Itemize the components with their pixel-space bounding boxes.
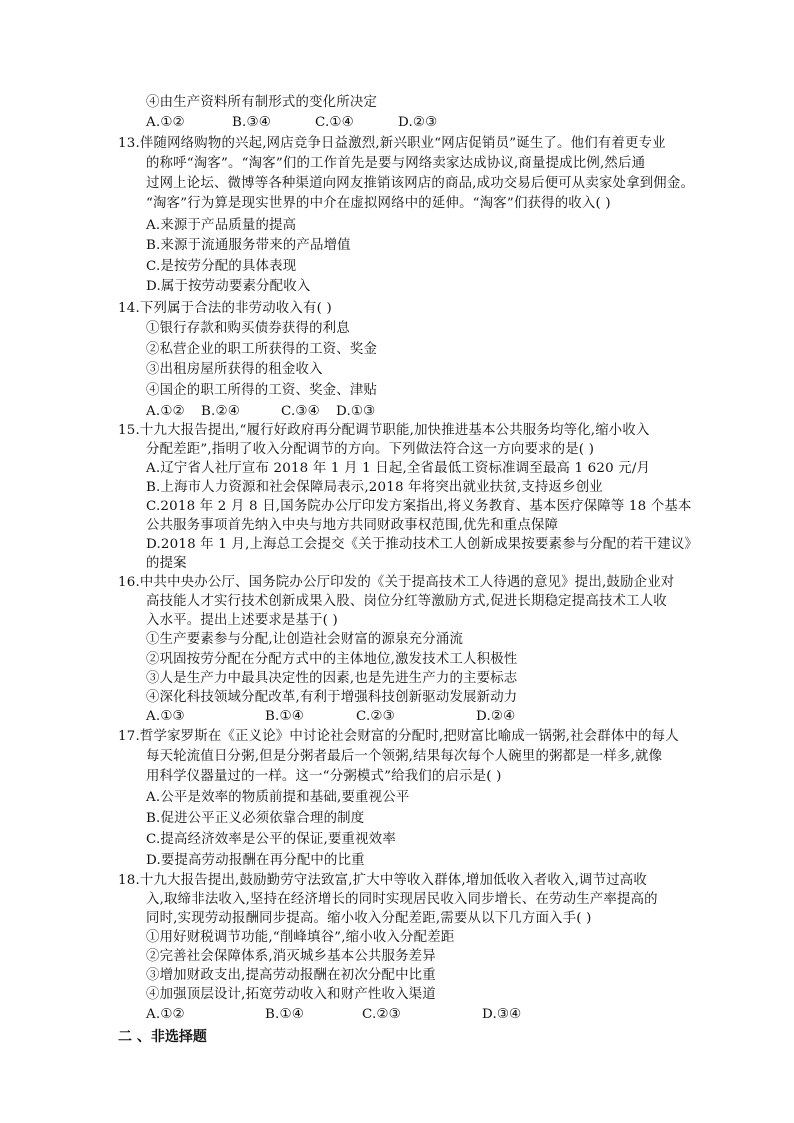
q18-stem-line-2: 入,取缔非法收入,坚持在经济增长的同时实现居民收入同步增长、在劳动生产率提高的 [146,892,658,907]
q13-stem-line-1: 13.伴随网络购物的兴起,网店竞争日益激烈,新兴职业“网店促销员”诞生了。他们有着更专业 [118,136,666,151]
q15-option-a: A.辽宁省人社厅宣布 2018 年 1 月 1 日起,全省最低工资标准调至最高 1 620 元/月 [146,461,651,476]
q13-option-d: D.属于按劳动要素分配收入 [146,279,311,294]
q12-option-b: B.③④ [232,115,271,130]
q18-option-a: A.①② [146,1007,185,1022]
q15-stem-line-1: 15.十九大报告提出,“履行好政府再分配调节职能,加快推进基本公共服务均等化,缩小收入 [118,423,650,438]
q14-option-d: D.①③ [336,404,376,419]
q14-item-3: ③出租房屋所获得的租金收入 [146,362,323,377]
q18-stem-line-3: 同时,实现劳动报酬同步提高。缩小收入分配差距,需要从以下几方面入手( ) [146,911,592,926]
q15-stem-line-2: 分配差距”,指明了收入分配调节的方向。下列做法符合这一方向要求的是( ) [146,442,595,457]
q16-item-1: ①生产要素参与分配,让创造社会财富的源泉充分涌流 [146,632,464,647]
q14-item-1: ①银行存款和购买债券获得的利息 [146,321,350,336]
q13-option-a: A.来源于产品质量的提高 [146,218,297,233]
q15-option-d-line-2: 的提案 [146,556,187,571]
q18-item-2: ②完善社会保障体系,消灭城乡基本公共服务差异 [146,949,436,964]
q18-item-1: ①用好财税调节功能,“削峰填谷”,缩小收入分配差距 [146,930,455,945]
q12-option-a: A.①② [146,115,185,130]
q17-stem-line-3: 用科学仪器量过的一样。这一“分粥模式”给我们的启示是( ) [146,769,502,784]
q18-item-3: ③增加财政支出,提高劳动报酬在初次分配中比重 [146,968,436,983]
q15-option-c-line-1: C.2018 年 2 月 8 日,国务院办公厅印发方案指出,将义务教育、基本医疗保障等 18 个基本 [146,499,692,514]
q16-item-3: ③人是生产力中最具决定性的因素,也是先进生产力的主要标志 [146,671,518,686]
q13-stem-line-2: 的称呼“淘客”。“淘客”们的工作首先是要与网络卖家达成协议,商量提成比例,然后通 [146,156,646,171]
q14-option-c: C.③④ [281,404,320,419]
q18-item-4: ④加强顶层设计,拓宽劳动收入和财产性收入渠道 [146,987,436,1002]
q16-option-d: D.②④ [476,709,516,724]
q12-item-4: ④由生产资料所有制形式的变化所决定 [146,95,378,110]
q18-stem-line-1: 18.十九大报告提出,鼓励勤劳守法致富,扩大中等收入群体,增加低收入者收入,调节过高收 [118,873,647,888]
q13-option-c: C.是按劳分配的具体表现 [146,259,297,274]
q16-option-c: C.②③ [356,709,395,724]
q16-stem-line-2: 高技能人才实行技术创新成果入股、岗位分红等激励方式,促进长期稳定提高技术工人收 [146,594,667,609]
section-heading-non-choice: 二 、非选择题 [118,1029,207,1045]
q16-option-b: B.①④ [265,709,304,724]
q16-option-a: A.①③ [146,709,185,724]
q12-option-d: D.②③ [398,115,438,130]
q18-option-d: D.③④ [482,1007,522,1022]
q17-option-c: C.提高经济效率是公平的保证,要重视效率 [146,832,396,847]
q15-option-b: B.上海市人力资源和社会保障局表示,2018 年将突出就业扶贫,支持返乡创业 [146,480,603,495]
q14-item-4: ④国企的职工所得的工资、奖金、津贴 [146,383,378,398]
q14-stem: 14.下列属于合法的非劳动收入有( ) [118,301,332,316]
q13-stem-line-3: 过网上论坛、微博等各种渠道向网友推销该网店的商品,成功交易后便可从卖家处拿到佣金。 [146,176,695,191]
q12-option-c: C.①④ [315,115,354,130]
q18-option-b: B.①④ [265,1007,304,1022]
q18-option-c: C.②③ [362,1007,401,1022]
q17-option-a: A.公平是效率的物质前提和基础,要重视公平 [146,790,410,805]
q16-item-2: ②巩固按劳分配在分配方式中的主体地位,激发技术工人积极性 [146,652,518,667]
q13-stem-line-4: “淘客”行为算是现实世界的中介在虚拟网络中的延伸。“淘客”们获得的收入( ) [146,196,611,211]
q16-item-4: ④深化科技领域分配改革,有利于增强科技创新驱动发展新动力 [146,690,518,705]
q17-stem-line-2: 每天轮流值日分粥,但是分粥者最后一个领粥,结果每次每个人碗里的粥都是一样多,就像 [146,749,663,764]
q16-stem-line-3: 入水平。提出上述要求是基于( ) [146,613,338,628]
q14-option-a: A.①② [146,404,185,419]
q17-option-b: B.促进公平正义必须依靠合理的制度 [146,811,365,826]
q16-stem-line-1: 16.中共中央办公厅、国务院办公厅印发的《关于提高技术工人待遇的意见》提出,鼓励企业对 [118,575,675,590]
q14-item-2: ②私营企业的职工所获得的工资、奖金 [146,342,378,357]
q17-stem-line-1: 17.哲学家罗斯在《正义论》中讨论社会财富的分配时,把财富比喻成一锅粥,社会群体中的每人 [118,729,679,744]
q17-option-d: D.要提高劳动报酬在再分配中的比重 [146,853,365,868]
q13-option-b: B.来源于流通服务带来的产品增值 [146,238,351,253]
q15-option-d-line-1: D.2018 年 1 月,上海总工会提交《关于推动技术工人创新成果按要素参与分配的若干建议》 [146,537,699,552]
q15-option-c-line-2: 公共服务事项首先纳入中央与地方共同财政事权范围,优先和重点保障 [146,518,559,533]
q14-option-b: B.②④ [201,404,240,419]
